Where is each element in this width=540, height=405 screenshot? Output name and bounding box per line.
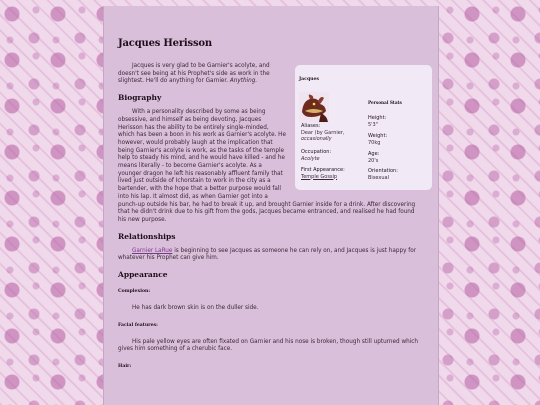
- orientation-label: Orientation:: [368, 168, 398, 174]
- facial-features-text: His pale yellow eyes are often fixated on Garnier and his nose is broken, though still upturned which gives him something of a cherubic face.: [118, 338, 419, 353]
- orientation-value: Bisexual: [368, 174, 389, 181]
- appearance-heading: Appearance: [118, 270, 168, 280]
- facial-features-heading: Facial features:: [118, 322, 158, 328]
- first-appearance-field: [301, 167, 365, 180]
- weight-field: [368, 133, 387, 146]
- first-appearance-link[interactable]: Temple Gossip: [301, 173, 338, 180]
- garnier-link[interactable]: Garnier LaRue: [132, 247, 173, 254]
- aliases-label: Aliases:: [301, 123, 321, 129]
- occupation-field: [301, 149, 363, 162]
- weight-label: Weight:: [368, 133, 388, 139]
- aliases-value: Dear (by Garnier,: [301, 129, 345, 136]
- relationships-heading: Relationships: [118, 231, 176, 241]
- age-field: [368, 151, 379, 164]
- complexion-text: He has dark brown skin is on the duller side.: [132, 305, 259, 312]
- article: [118, 38, 424, 380]
- aliases-value-em: occasionally: [301, 136, 332, 142]
- occupation-label: Occupation:: [301, 149, 332, 155]
- height-value: 5'3": [368, 121, 379, 128]
- weight-value: 70kg: [368, 139, 381, 146]
- page-title: Jacques Herisson: [118, 38, 212, 49]
- relationships-paragraph: [118, 248, 424, 263]
- hair-heading: Hair:: [118, 364, 132, 370]
- aliases-field: [301, 123, 363, 143]
- age-label: Age:: [368, 151, 380, 157]
- orientation-field: [368, 168, 398, 181]
- intro-emphasis: Anything.: [229, 78, 258, 85]
- occupation-value: Acolyte: [301, 155, 320, 162]
- character-infobox: [295, 65, 432, 190]
- biography-text: With a personality described by some as being obsessive, and himself as being devoting, Jacques Herisson has the ability to be entirely single-minded, which has been a boon in his work as Garnier's acolyte. He however, would probably laugh at the implication that being Garnier's acolyte is work, as the tasks of the temple help to steady his mind, and he would have killed - and he means literally - to become Garnier's acolyte. As a younger dragon he left his reasonably affluent family that lived just outside of Ichorstain to work in the city as a bartender, with the hope that a better purpose would fall into his lap. It almost did, as when Garnier got into a punch-up outside his bar, he had to break it up, and brought Garnier inside for a drink. After discovering that he didn't drink due to his gift from the gods, Jacques became entranced, and realised he had found his new purpose.: [118, 109, 416, 223]
- character-portrait: [299, 92, 329, 123]
- intro-text: Jacques is very glad to be Garnier's acolyte, and doesn't see being at his Prophet's side as work in the slightest. He'll do anything for Garnier.: [118, 63, 270, 85]
- biography-heading: Biography: [118, 93, 162, 103]
- age-value: 20's: [368, 157, 379, 164]
- personal-stats-title: Personal Stats: [368, 100, 402, 105]
- height-field: [368, 115, 386, 128]
- height-label: Height:: [368, 115, 387, 121]
- relationships-text: is beginning to see Jacques as someone he can rely on, and Jacques is just happy for whatever his Prophet can give him.: [118, 247, 417, 262]
- infobox-name: Jacques: [299, 77, 320, 82]
- content-panel: [103, 6, 439, 405]
- complexion-heading: Complexion:: [118, 289, 151, 295]
- first-appearance-label: First Appearance:: [301, 167, 345, 173]
